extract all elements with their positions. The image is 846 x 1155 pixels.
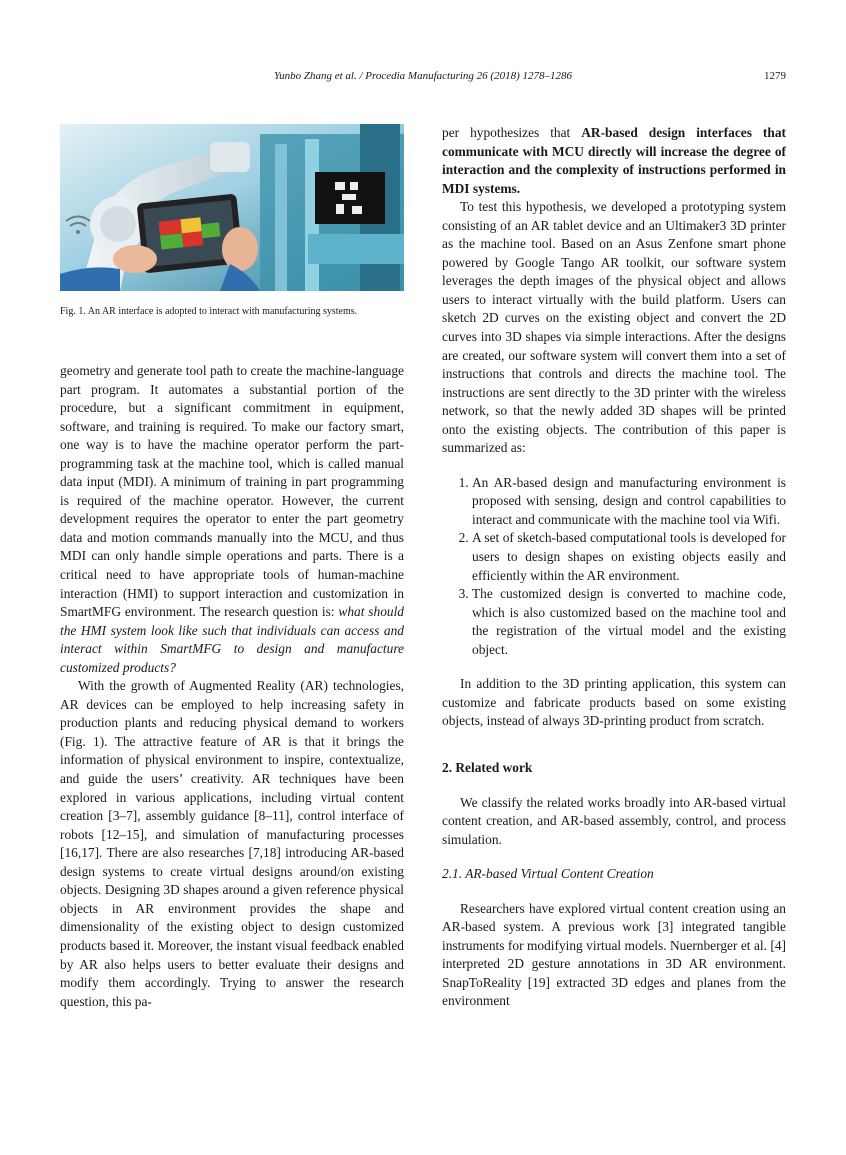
running-head: Yunbo Zhang et al. / Procedia Manufacturing 26 (2018) 1278–1286 (273, 70, 572, 82)
list-item: 2. A set of sketch-based computational tools is developed for users to design shapes on existing objects easily and efficiently within the AR environment. (472, 529, 786, 585)
section-heading: 2. Related work (442, 759, 533, 775)
page-number: 1279 (764, 70, 786, 82)
figure-1-caption: Fig. 1. An AR interface is adopted to interact with manufacturing systems. (60, 306, 358, 317)
subsection-heading: 2.1. AR-based Virtual Content Creation (442, 866, 654, 882)
related-work-paragraph: We classify the related works broadly into AR-based virtual content creation, and AR-based assembly, control, and process simulation. (442, 794, 786, 847)
contribution-list (442, 474, 786, 659)
hypothesis-paragraph: per hypothesizes that AR-based design interfaces that communicate with MCU directly will increase the degree of interaction and the complexity of instructions performed in MDI systems. (442, 125, 786, 196)
right-column (442, 124, 786, 1011)
application-paragraph: In addition to the 3D printing application, this system can customize and fabricate products based on some existing objects, instead of always 3D-printing product from scratch. (442, 676, 786, 729)
virtual-content-paragraph: Researchers have explored virtual content creation using an AR-based system. A previous work [3] integrated tangible instruments for modifying virtual models. Nuernberger et al. [4] interpreted 2D gesture annotations in 3D AR environment. SnapToReality [19] extracted 3D edges and planes from the environment (442, 900, 786, 1009)
list-item: 3. The customized design is converted to machine code, which is also customized based on the machine tool and the registration of the virtual model and the existing object. (472, 585, 786, 659)
left-paragraph-1: geometry and generate tool path to create the machine-language part program. It automates a substantial portion of the procedure, but a significant commitment in equipment, software, and training is required. To make our factory smart, one way is to have the machine operator perform the part-programming task at the machine tool, which is called manual data input (MDI). A minimum of training in part programming is required of the machine operator. However, the current development requires the operator to enter the part geometry data and motion commands manually into the MCU, and thus MDI can only handle simple operations and parts. There is a critical need to have appropriate tools of human-machine interaction (HMI) to support interaction and customization in SmartMFG environment. The research question is: what should the HMI system look like such that individuals can access and interact within SmartMFG to design and manufacture customized products? (60, 363, 405, 675)
list-item: 1. An AR-based design and manufacturing environment is proposed with sensing, design and control capabilities to interact and communicate with the machine tool via Wifi. (472, 474, 786, 530)
prototype-paragraph: To test this hypothesis, we developed a prototyping system consisting of an AR tablet device and an Ultimaker3 3D printer as the machine tool. Based on an Asus Zenfone smart phone powered by Google Tango AR toolkit, our software system leverages the depth images of the physical object and allows users to interact virtually with the build platform. Users can sketch 2D curves on the existing object and convert the 2D curves into 3D shapes via simple interactions. After the designs are created, our software system will convert them into a set of instructions that controls and directs the machine tool. The instructions are sent directly to the 3D printer with the wireless network, so that the newly added 3D shapes will be printed onto the existing objects. The contribution of this paper is summarized as: (442, 199, 786, 456)
left-paragraph-2: With the growth of Augmented Reality (AR) technologies, AR devices can be employed to help increasing safety in production plants and reducing physical demand to workers (Fig. 1). The attractive feature of AR is that it brings the information of physical environment to inspire, contextualize, and guide the users’ creativity. AR techniques have been explored in various applications, including virtual content creation [3–7], assembly guidance [8–11], control interface of robots [12–15], and simulation of manufacturing processes [16,17]. There are also researches [7,18] introducing AR-based design systems to create virtual designs around/on existing objects. Designing 3D shapes around a given reference physical objects in AR environment provides the shape and dimensionality of the existing object to design customized products based it. Moreover, the instant visual feedback enabled by AR also helps users to better evaluate their designs and modify them accordingly. Trying to answer the research question, this pa- (60, 678, 404, 1009)
figure-1-photo (60, 124, 404, 291)
left-column (60, 124, 404, 1011)
